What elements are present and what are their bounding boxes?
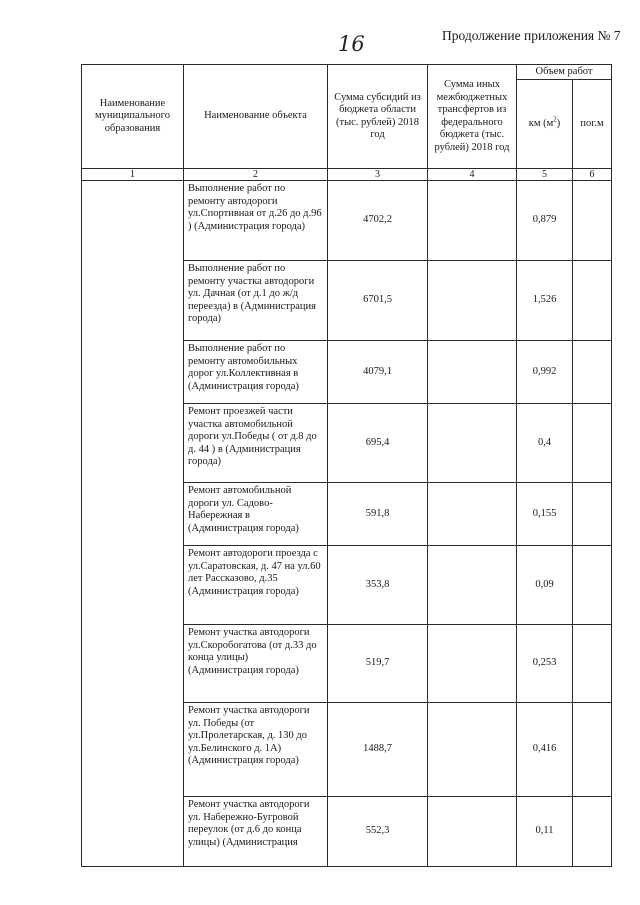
subsidy-value: 353,8	[328, 546, 428, 625]
transfers-value	[428, 797, 517, 867]
transfers-value	[428, 483, 517, 546]
pogm-value	[573, 341, 612, 404]
column-number-row	[82, 169, 612, 181]
transfers-value	[428, 404, 517, 483]
handwritten-page-number: 16	[338, 32, 365, 56]
pogm-value	[573, 546, 612, 625]
object-name: Ремонт участка автодороги ул.Скоробогатова (от д.33 до конца улицы) (Администрация города)	[184, 625, 328, 703]
column-number: 6	[573, 169, 612, 181]
header-object: Наименование объекта	[184, 65, 328, 169]
subsidy-table	[81, 64, 612, 867]
km-value: 1,526	[517, 261, 573, 341]
pogm-value	[573, 181, 612, 261]
table-row	[82, 181, 612, 261]
pogm-value	[573, 625, 612, 703]
km-value: 0,4	[517, 404, 573, 483]
subsidy-value: 4079,1	[328, 341, 428, 404]
header-volume: Объем работ	[517, 65, 612, 80]
km-value: 0,992	[517, 341, 573, 404]
km-value: 0,416	[517, 703, 573, 797]
subsidy-value: 519,7	[328, 625, 428, 703]
municipality-cell	[82, 181, 184, 867]
transfers-value	[428, 261, 517, 341]
pogm-value	[573, 797, 612, 867]
transfers-value	[428, 181, 517, 261]
column-number: 3	[328, 169, 428, 181]
pogm-value	[573, 404, 612, 483]
transfers-value	[428, 546, 517, 625]
column-number: 1	[82, 169, 184, 181]
km-value: 0,879	[517, 181, 573, 261]
header-pogm: пог.м	[573, 80, 612, 169]
subsidy-value: 1488,7	[328, 703, 428, 797]
subsidy-value: 552,3	[328, 797, 428, 867]
object-name: Выполнение работ по ремонту автодороги ул.Спортивная от д.26 до д.96 ) (Администрация города)	[184, 181, 328, 261]
header-subsidy: Сумма субсидий из бюджета области (тыс. рублей) 2018 год	[328, 65, 428, 169]
pogm-value	[573, 703, 612, 797]
object-name: Выполнение работ по ремонту участка автодороги ул. Дачная (от д.1 до ж/д переезда) в (Администрация города)	[184, 261, 328, 341]
subsidy-value: 4702,2	[328, 181, 428, 261]
subsidy-value: 6701,5	[328, 261, 428, 341]
header-row	[82, 65, 612, 80]
object-name: Ремонт автодороги проезда с ул.Саратовская, д. 47 на ул.60 лет Рассказово, д.35 (Администрация города)	[184, 546, 328, 625]
pogm-value	[573, 261, 612, 341]
subsidy-value: 695,4	[328, 404, 428, 483]
object-name: Ремонт проезжей части участка автомобильной дороги ул.Победы ( от д.8 до д. 44 ) в (Администрация города)	[184, 404, 328, 483]
transfers-value	[428, 625, 517, 703]
transfers-value	[428, 703, 517, 797]
transfers-value	[428, 341, 517, 404]
object-name: Ремонт автомобильной дороги ул. Садово-Набережная в (Администрация города)	[184, 483, 328, 546]
appendix-continuation-title: Продолжение приложения № 7	[442, 28, 621, 43]
object-name: Ремонт участка автодороги ул. Победы (от ул.Пролетарская, д. 130 до ул.Белинского д. 1А) (Администрация города)	[184, 703, 328, 797]
column-number: 2	[184, 169, 328, 181]
km-value: 0,155	[517, 483, 573, 546]
subsidy-value: 591,8	[328, 483, 428, 546]
object-name: Выполнение работ по ремонту автомобильных дорог ул.Коллективная в (Администрация города)	[184, 341, 328, 404]
object-name: Ремонт участка автодороги ул. Набережно-Бугровой переулок (от д.6 до конца улицы) (Администрация	[184, 797, 328, 867]
pogm-value	[573, 483, 612, 546]
header-municipality: Наименование муниципального образования	[82, 65, 184, 169]
column-number: 4	[428, 169, 517, 181]
km-value: 0,09	[517, 546, 573, 625]
header-km: км $(м^2)$	[517, 80, 573, 169]
column-number: 5	[517, 169, 573, 181]
header-transfers: Сумма иных межбюджетных трансфертов из федерального бюджета (тыс. рублей) 2018 год	[428, 65, 517, 169]
km-value: 0,253	[517, 625, 573, 703]
km-value: 0,11	[517, 797, 573, 867]
